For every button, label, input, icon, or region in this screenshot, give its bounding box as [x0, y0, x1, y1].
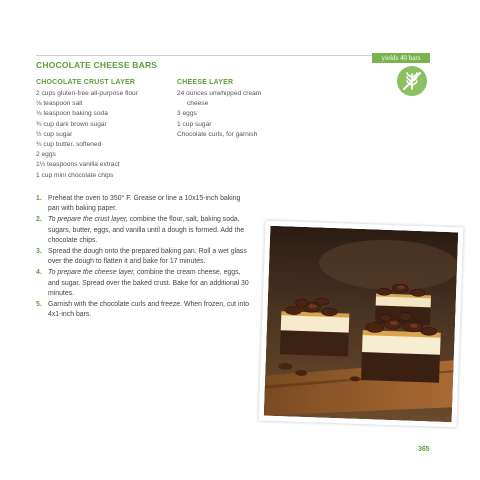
crust-ingredient-list [36, 89, 138, 181]
page-number: 365 [418, 446, 430, 453]
crust-heading: CHOCOLATE CRUST LAYER [36, 79, 136, 86]
wheat-crossed-icon [397, 66, 427, 96]
recipe-photo [264, 226, 459, 422]
step-number: 1. [36, 195, 42, 202]
ingredient: ⅛ teaspoon salt [36, 100, 83, 108]
ingredient: 24 ounces unwhipped cream [177, 90, 262, 97]
ingredient: 1½ teaspoons vanilla extract [36, 161, 120, 169]
recipe-title: CHOCOLATE CHEESE BARS [36, 60, 158, 70]
header-rule [36, 55, 430, 56]
cheese-heading: CHEESE LAYER [177, 79, 234, 86]
ingredient: ⅛ teaspoon baking soda [36, 110, 108, 118]
ingredient: 2 cups gluten-free all-purpose flour [36, 90, 138, 97]
ingredient: ½ cup sugar [36, 130, 73, 138]
ingredient: ¾ cup butter, softened [36, 141, 102, 149]
ingredient: 2 eggs [36, 151, 56, 159]
ingredient: 1 cup mini chocolate chips [36, 171, 114, 179]
step-lead: To prepare the crust layer, [48, 216, 128, 224]
ingredient: Chocolate curls, for garnish [177, 130, 258, 138]
step-number: 4. [36, 269, 42, 277]
step [36, 300, 252, 320]
cheese-bars-illustration [264, 226, 459, 422]
step-number: 3. [36, 248, 42, 256]
step [36, 247, 252, 267]
yields-badge: yields 40 bars [372, 53, 430, 63]
instructions-list [36, 194, 252, 321]
step-text: combine the flour, salt, baking soda, sugars, butter, eggs, and vanilla until a dough is formed. Add the chocolate chips. [48, 216, 245, 244]
step [36, 215, 252, 246]
gluten-free-badge [397, 66, 427, 96]
recipe-photo-frame [259, 221, 464, 428]
step-number: 5. [36, 301, 42, 309]
ingredient: 3 eggs [177, 110, 197, 118]
cheese-ingredient-list [177, 89, 261, 140]
ingredient: ¾ cup dark brown sugar [36, 120, 107, 128]
step [36, 194, 252, 214]
step-text: combine the cream cheese, eggs, and sugar. Spread over the baked crust. Bake for an additional 30 minutes. [48, 269, 249, 297]
step-text: Preheat the oven to 350° F. Grease or line a 10x15-inch baking pan with baking paper. [48, 195, 241, 213]
ingredient: 1 cup sugar [177, 120, 212, 128]
step-lead: To prepare the cheese layer, [48, 269, 136, 277]
step-number: 2. [36, 216, 42, 224]
ingredient: cheese [187, 100, 209, 108]
step-text: Spread the dough onto the prepared baking pan. Roll a wet glass over the dough to flatten it and bake for 17 minutes. [48, 248, 247, 266]
step [36, 268, 252, 299]
step-text: Garnish with the chocolate curls and freeze. When frozen, cut into 4x1-inch bars. [48, 301, 250, 319]
